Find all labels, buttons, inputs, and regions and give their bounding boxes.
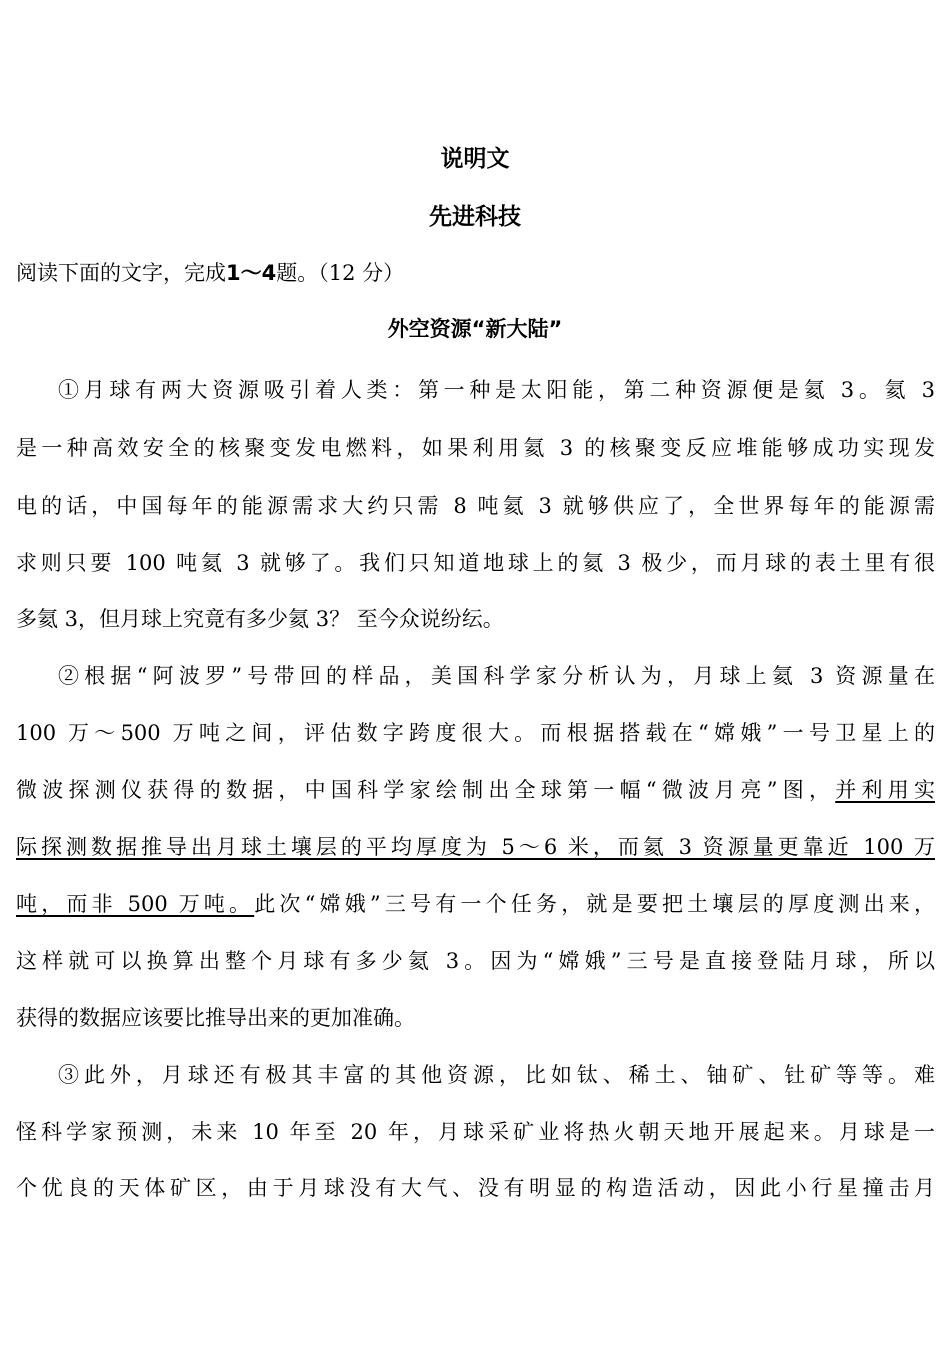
text-segment: 个优良的天体矿区，由于月球没有大气、没有明显的构造活动，因此小行星撞击月: [16, 1176, 935, 1200]
text-segment: 电的话，中国每年的能源需求大约只需 8 吨氦 3 就够供应了，全世界每年的能源需: [16, 494, 935, 518]
instruction-suffix: 题。（12 分）: [276, 261, 405, 285]
paragraph-2-line-4: [16, 827, 935, 867]
text-segment: 怪科学家预测，未来 10 年至 20 年，月球采矿业将热火朝天地开展起来。月球是一: [16, 1120, 935, 1144]
text-segment: ②根据“阿波罗”号带回的样品，美国科学家分析认为，月球上氦 3 资源量在: [58, 664, 935, 688]
paragraph-1-line-2: [16, 428, 935, 468]
text-segment: 多氦 3，但月球上究竟有多少氦 3？ 至今众说纷纭。: [16, 607, 504, 631]
paragraph-1-line-5: [16, 599, 935, 639]
topic-heading: 先进科技: [429, 204, 521, 230]
paragraph-2-line-7: [16, 998, 935, 1038]
article-title: 外空资源“新大陆”: [387, 317, 563, 341]
paragraph-3-line-1: [58, 1055, 935, 1095]
underlined-text: 吨，而非 500 万吨。: [16, 892, 255, 916]
instruction-prefix: 阅读下面的文字，完成: [16, 261, 226, 285]
text-segment: 此次“嫦娥”三号有一个任务，就是要把土壤层的厚度测出来，: [254, 892, 935, 916]
text-segment: ③此外，月球还有极其丰富的其他资源，比如钛、稀土、铀矿、钍矿等等。难: [58, 1063, 935, 1087]
text-segment: 获得的数据应该要比推导出来的更加准确。: [16, 1006, 415, 1030]
underlined-text: 际探测数据推导出月球土壤层的平均厚度为 5～6 米，而氦 3 资源量更靠近 100 万: [16, 835, 935, 859]
text-segment: 是一种高效安全的核聚变发电燃料，如果利用氦 3 的核聚变反应堆能够成功实现发: [16, 436, 935, 460]
genre-heading: 说明文: [440, 146, 510, 172]
paragraph-1-line-1: [58, 370, 935, 410]
paragraph-2-line-1: [58, 656, 935, 696]
paragraph-2-line-3: [16, 770, 935, 810]
text-segment: 求则只要 100 吨氦 3 就够了。我们只知道地球上的氦 3 极少，而月球的表土里有很: [16, 551, 935, 575]
underlined-text: 并利用实: [835, 778, 935, 802]
paragraph-3-line-3: [16, 1168, 935, 1208]
paragraph-2-line-5: [16, 884, 935, 924]
paragraph-1-line-4: [16, 543, 935, 583]
paragraph-2-line-2: [16, 713, 935, 753]
question-instruction: [16, 256, 404, 290]
paragraph-3-line-2: [16, 1112, 935, 1152]
text-segment: 100 万～500 万吨之间，评估数字跨度很大。而根据搭载在“嫦娥”一号卫星上的: [16, 721, 935, 745]
text-segment: 这样就可以换算出整个月球有多少氦 3。因为“嫦娥”三号是直接登陆月球，所以: [16, 949, 935, 973]
paragraph-2-line-6: [16, 941, 935, 981]
paragraph-1-line-3: [16, 486, 935, 526]
text-segment: ①月球有两大资源吸引着人类：第一种是太阳能，第二种资源便是氦 3。氦 3: [58, 378, 935, 402]
text-segment: 微波探测仪获得的数据，中国科学家绘制出全球第一幅“微波月亮”图，: [16, 778, 836, 802]
question-range: 1～4: [226, 261, 277, 285]
